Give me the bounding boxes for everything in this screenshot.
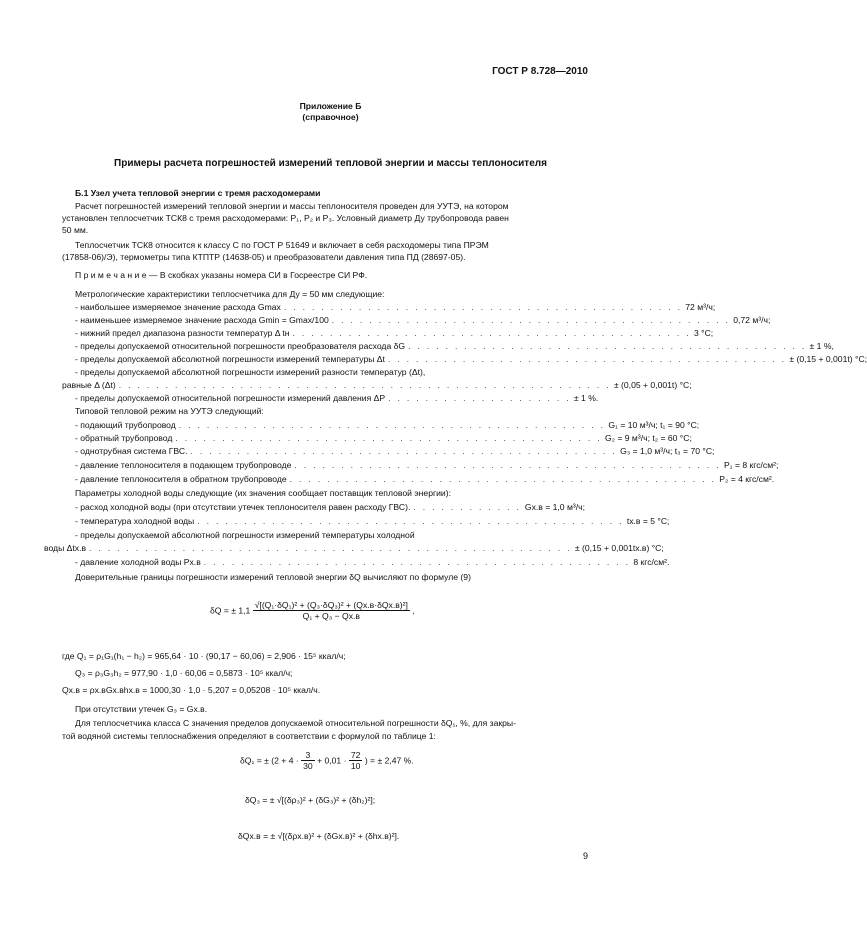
metro-item: - пределы допускаемой относительной погрешности преобразователя расхода δG . . . . . . . . . . . . . . . . . . . . . . . . . . . . . . . . . . . . . . . . . . . ± 1 %, (75, 341, 834, 351)
cold-dt-line: - пределы допускаемой абсолютной погрешности измерений температуры холодной (75, 530, 415, 540)
paragraph-line: установлен теплосчетчик ТСК8 с тремя расходомерами: Р₁, Р₂ и Р₃. Условный диаметр Ду трубопровода равен (62, 213, 509, 223)
formula-q1: где Q₁ = ρ₁G₁(h₁ − h₂) = 965,64 · 10 · (90,17 − 60,06) = 2,906 · 15⁵ ккал/ч; (62, 651, 346, 661)
document-code: ГОСТ Р 8.728—2010 (492, 66, 588, 77)
metro-item: - пределы допускаемой абсолютной погрешности измерений температуры Δt . . . . . . . . . . . . . . . . . . . . . . . . . . . . . . . . . . . . . . . . . . . ± (0,15 + 0,001t) °С; (75, 354, 867, 364)
main-title: Примеры расчета погрешностей измерений тепловой энергии и массы теплоносителя (114, 158, 547, 169)
cold-intro: Параметры холодной воды следующие (их значения сообщает поставщик тепловой энергии): (75, 488, 451, 498)
regime-item: - подающий трубопровод . . . . . . . . . . . . . . . . . . . . . . . . . . . . . . . . . . . . . . . . . . . . . . G₁ = 10 м³/ч; t₁ = 90 °С; (75, 420, 700, 430)
page-number: 9 (582, 851, 588, 861)
formula-dq: δQ = ± 1,1 $\frac{\text{√[(Q₁·δQ₁)² + (Q₃·δQ₃)² + (Qх.в·δQх.в)²]}}{\text{Q₁ + Q₃ − Qх.в}}$ , (210, 600, 415, 621)
cold-p: - давление холодной воды Pх.в . . . . . . . . . . . . . . . . . . . . . . . . . . . . . . . . . . . . . . . . . . . . . . 8 кгс/см². (75, 557, 670, 567)
metro-dt-line: - пределы допускаемой абсолютной погрешности измерений разности температур (Δt), (75, 367, 426, 377)
class-line: той водяной системы теплоснабжения определяют в соответствии с формулой по таблице 1: (62, 731, 436, 741)
conf-intro: Доверительные границы погрешности измерений тепловой энергии δQ вычисляют по формуле (9) (75, 572, 471, 582)
paragraph-line: Расчет погрешностей измерений тепловой энергии и массы теплоносителя проведен для УУТЭ, на котором (75, 201, 509, 211)
cold-item: - температура холодной воды . . . . . . . . . . . . . . . . . . . . . . . . . . . . . . . . . . . . . . . . . . . . . . tх.в = 5 °С; (75, 516, 670, 526)
no-leak-note: При отсутствии утечек G₃ = Gх.в. (75, 704, 208, 714)
regime-item: - давление теплоносителя в обратном трубопроводе . . . . . . . . . . . . . . . . . . . . . . . . . . . . . . . . . . . . . . . . . . . . . . P₂ = 4 кгс/см². (75, 474, 775, 484)
section-heading: Б.1 Узел учета тепловой энергии с тремя расходомерами (75, 188, 321, 198)
note: П р и м е ч а н и е — В скобках указаны номера СИ в Госреестре СИ РФ. (75, 270, 368, 280)
class-line: Для теплосчетчика класса С значения пределов допускаемой относительной погрешности δQ₁, %, для закры- (75, 718, 516, 728)
cold-item: - расход холодной воды (при отсутствии утечек теплоносителя равен расходу ГВС). . . . . . . . . . . . . Gх.в = 1,0 м³/ч; (75, 502, 585, 512)
metro-dp: - пределы допускаемой относительной погрешности измерений давления ΔP . . . . . . . . . . . . . . . . . . . . ± 1 %. (75, 393, 599, 403)
metro-item: - наименьшее измеряемое значение расхода Gmin = Gmax/100 . . . . . . . . . . . . . . . . . . . . . . . . . . . . . . . . . . . . . . . . . . . 0,72 м³/ч; (75, 315, 771, 325)
appendix-title: Приложение Б (299, 101, 362, 111)
formula-dq1: δQ₁ = ± (2 + 4 · $\frac{3}{30}$ + 0,01 · $\frac{72}{10}$ ) = ± 2,47 %. (240, 750, 414, 771)
paragraph-line: (17858-06)/Э), термометры типа КТПТР (14638-05) и преобразователи давления типа ПД (28697-05). (62, 252, 466, 262)
regime-intro: Типовой тепловой режим на УУТЭ следующий: (75, 406, 264, 416)
paragraph-line: 50 мм. (62, 225, 89, 235)
formula-denominator: Q₁ + Q₃ − Qх.в (302, 611, 360, 621)
formula-numerator: √[(Q₁·δQ₁)² + (Q₃·δQ₃)² + (Qх.в·δQх.в)²] (254, 600, 408, 610)
cold-dt-value: воды Δtх.в . . . . . . . . . . . . . . . . . . . . . . . . . . . . . . . . . . . . . . . . . . . . . . . . . . . . ± (0,15 + 0,001tх.в) °С; (44, 543, 664, 553)
paragraph-line: Теплосчетчик ТСК8 относится к классу С по ГОСТ Р 51649 и включает в себя расходомеры типа ПРЭМ (75, 240, 489, 250)
regime-item: - однотрубная система ГВС. . . . . . . . . . . . . . . . . . . . . . . . . . . . . . . . . . . . . . . . . . . . . . . G₃ = 1,0 м³/ч; t₃ = 70 °С; (75, 446, 715, 456)
metro-dt-value: равные Δ (Δt) . . . . . . . . . . . . . . . . . . . . . . . . . . . . . . . . . . . . . . . . . . . . . . . . . . . . . ± (0,05 + 0,001t) °С; (62, 380, 692, 390)
appendix-subtitle: (справочное) (302, 112, 359, 122)
regime-item: - обратный трубопровод . . . . . . . . . . . . . . . . . . . . . . . . . . . . . . . . . . . . . . . . . . . . . . G₂ = 9 м³/ч; t₂ = 60 °С; (75, 433, 692, 443)
metro-item: - нижний предел диапазона разности температур Δ tн . . . . . . . . . . . . . . . . . . . . . . . . . . . . . . . . . . . . . . . . . . . 3 °С; (75, 328, 714, 338)
regime-item: - давление теплоносителя в подающем трубопроводе . . . . . . . . . . . . . . . . . . . . . . . . . . . . . . . . . . . . . . . . . . . . . . P₁ = 8 кгс/см²; (75, 460, 779, 470)
formula-qxv: Qх.в = ρх.вGх.вhх.в = 1000,30 · 1,0 · 5,207 = 0,05208 · 10⁵ ккал/ч. (62, 685, 321, 695)
metro-intro: Метрологические характеристики теплосчетчика для Ду = 50 мм следующие: (75, 289, 385, 299)
formula-dqxv: δQх.в = ± √[(δρх.в)² + (δGх.в)² + (δhх.в)²]. (238, 831, 400, 841)
formula-q3: Q₃ = ρ₃G₃h₂ = 977,90 · 1,0 · 60,06 = 0,5873 · 10⁵ ккал/ч; (75, 668, 293, 678)
formula-dq3: δQ₃ = ± √[(δρ₃)² + (δG₃)² + (δh₂)²]; (245, 795, 376, 805)
metro-item: - наибольшее измеряемое значение расхода Gmax . . . . . . . . . . . . . . . . . . . . . . . . . . . . . . . . . . . . . . . . . . . 72 м³/ч; (75, 302, 716, 312)
